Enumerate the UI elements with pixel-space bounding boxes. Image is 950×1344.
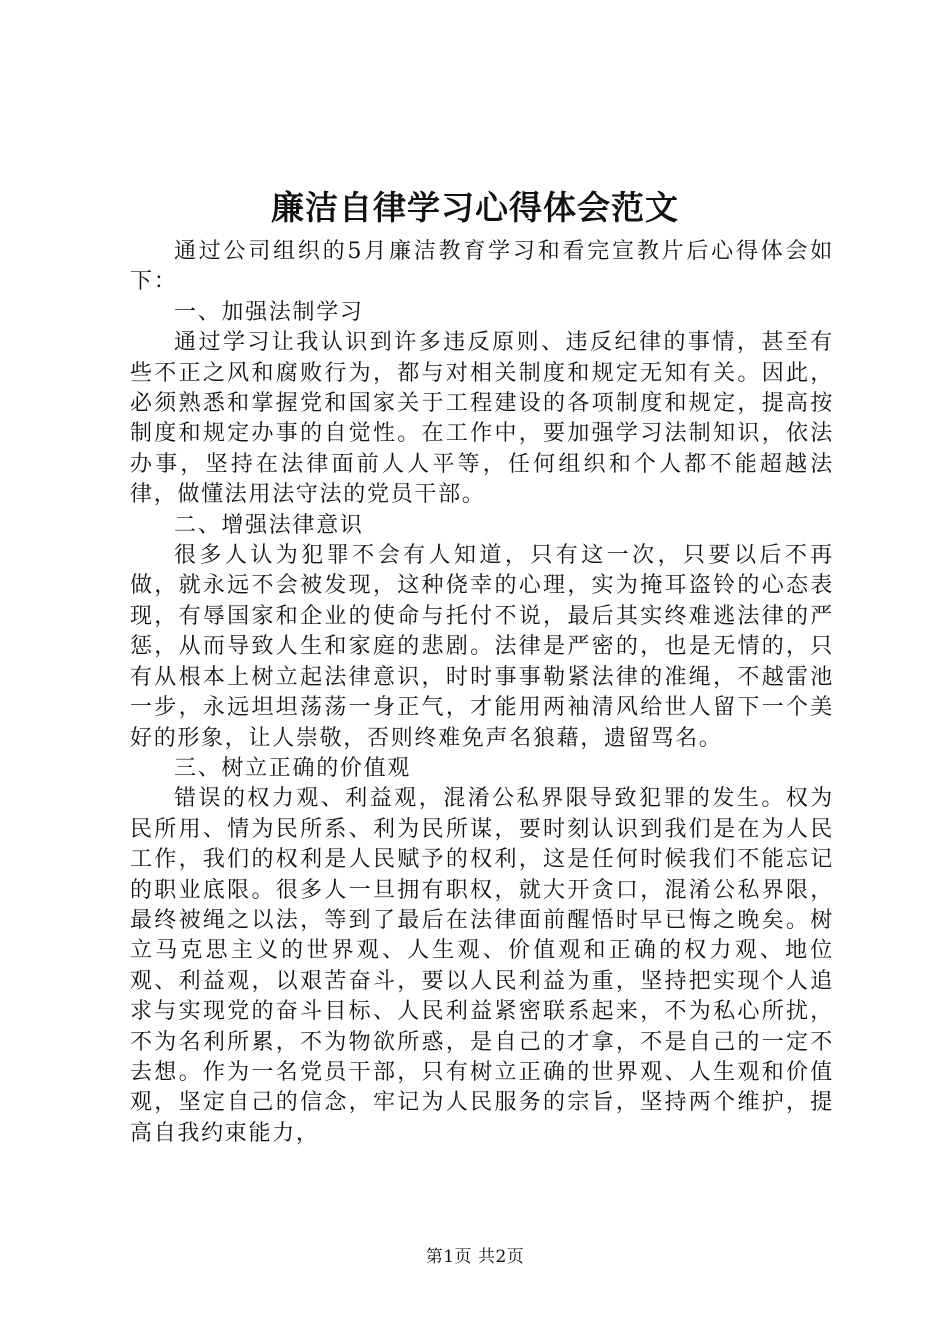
document-body xyxy=(130,237,834,1149)
document-title: 廉洁自律学习心得体会范文 xyxy=(271,188,679,227)
section-heading-1: 一、加强法制学习 xyxy=(174,299,364,325)
section-paragraph-3: 错误的权力观、利益观，混淆公私界限导致犯罪的发生。权为民所用、情为民所系、利为民所谋，要时刻认识到我们是在为人民工作，我们的权利是人民赋予的权利，这是任何时候我们不能忘记的职业底限。很多人一旦拥有职权，就大开贪口，混淆公私界限，最终被绳之以法，等到了最后在法律面前醒悟时早已悔之晚矣。树立马克思主义的世界观、人生观、价值观和正确的权力观、地位观、利益观，以艰苦奋斗，要以人民利益为重，坚持把实现个人追求与实现党的奋斗目标、人民利益紧密联系起来，不为私心所扰，不为名利所累，不为物欲所惑，是自己的才拿，不是自己的一定不去想。作为一名党员干部，只有树立正确的世界观、人生观和价值观，坚定自己的信念，牢记为人民服务的宗旨，坚持两个维护，提高自我约束能力， xyxy=(130,786,834,1146)
section-heading-3: 三、树立正确的价值观 xyxy=(174,755,412,781)
page-number-footer: 第1页 共2页 xyxy=(425,1247,525,1267)
section-paragraph-1: 通过学习让我认识到许多违反原则、违反纪律的事情，甚至有些不正之风和腐败行为，都与对相关制度和规定无知有关。因此，必须熟悉和掌握党和国家关于工程建设的各项制度和规定，提高按制度和规定办事的自觉性。在工作中，要加强学习法制知识，依法办事，坚持在法律面前人人平等，任何组织和个人都不能超越法律，做懂法用法守法的党员干部。 xyxy=(130,330,834,508)
section-paragraph-2: 很多人认为犯罪不会有人知道，只有这一次，只要以后不再做，就永远不会被发现，这种侥幸的心理，实为掩耳盗铃的心态表现，有辱国家和企业的使命与托付不说，最后其实终难逃法律的严惩，从而导致人生和家庭的悲剧。法律是严密的，也是无情的，只有从根本上树立起法律意识，时时事事勒紧法律的准绳，不越雷池一步，永远坦坦荡荡一身正气，才能用两袖清风给世人留下一个美好的形象，让人崇敬，否则终难免声名狼藉，遗留骂名。 xyxy=(130,543,834,751)
section-heading-2: 二、增强法律意识 xyxy=(174,512,364,538)
intro-paragraph: 通过公司组织的5月廉洁教育学习和看完宣教片后心得体会如下： xyxy=(130,239,834,295)
